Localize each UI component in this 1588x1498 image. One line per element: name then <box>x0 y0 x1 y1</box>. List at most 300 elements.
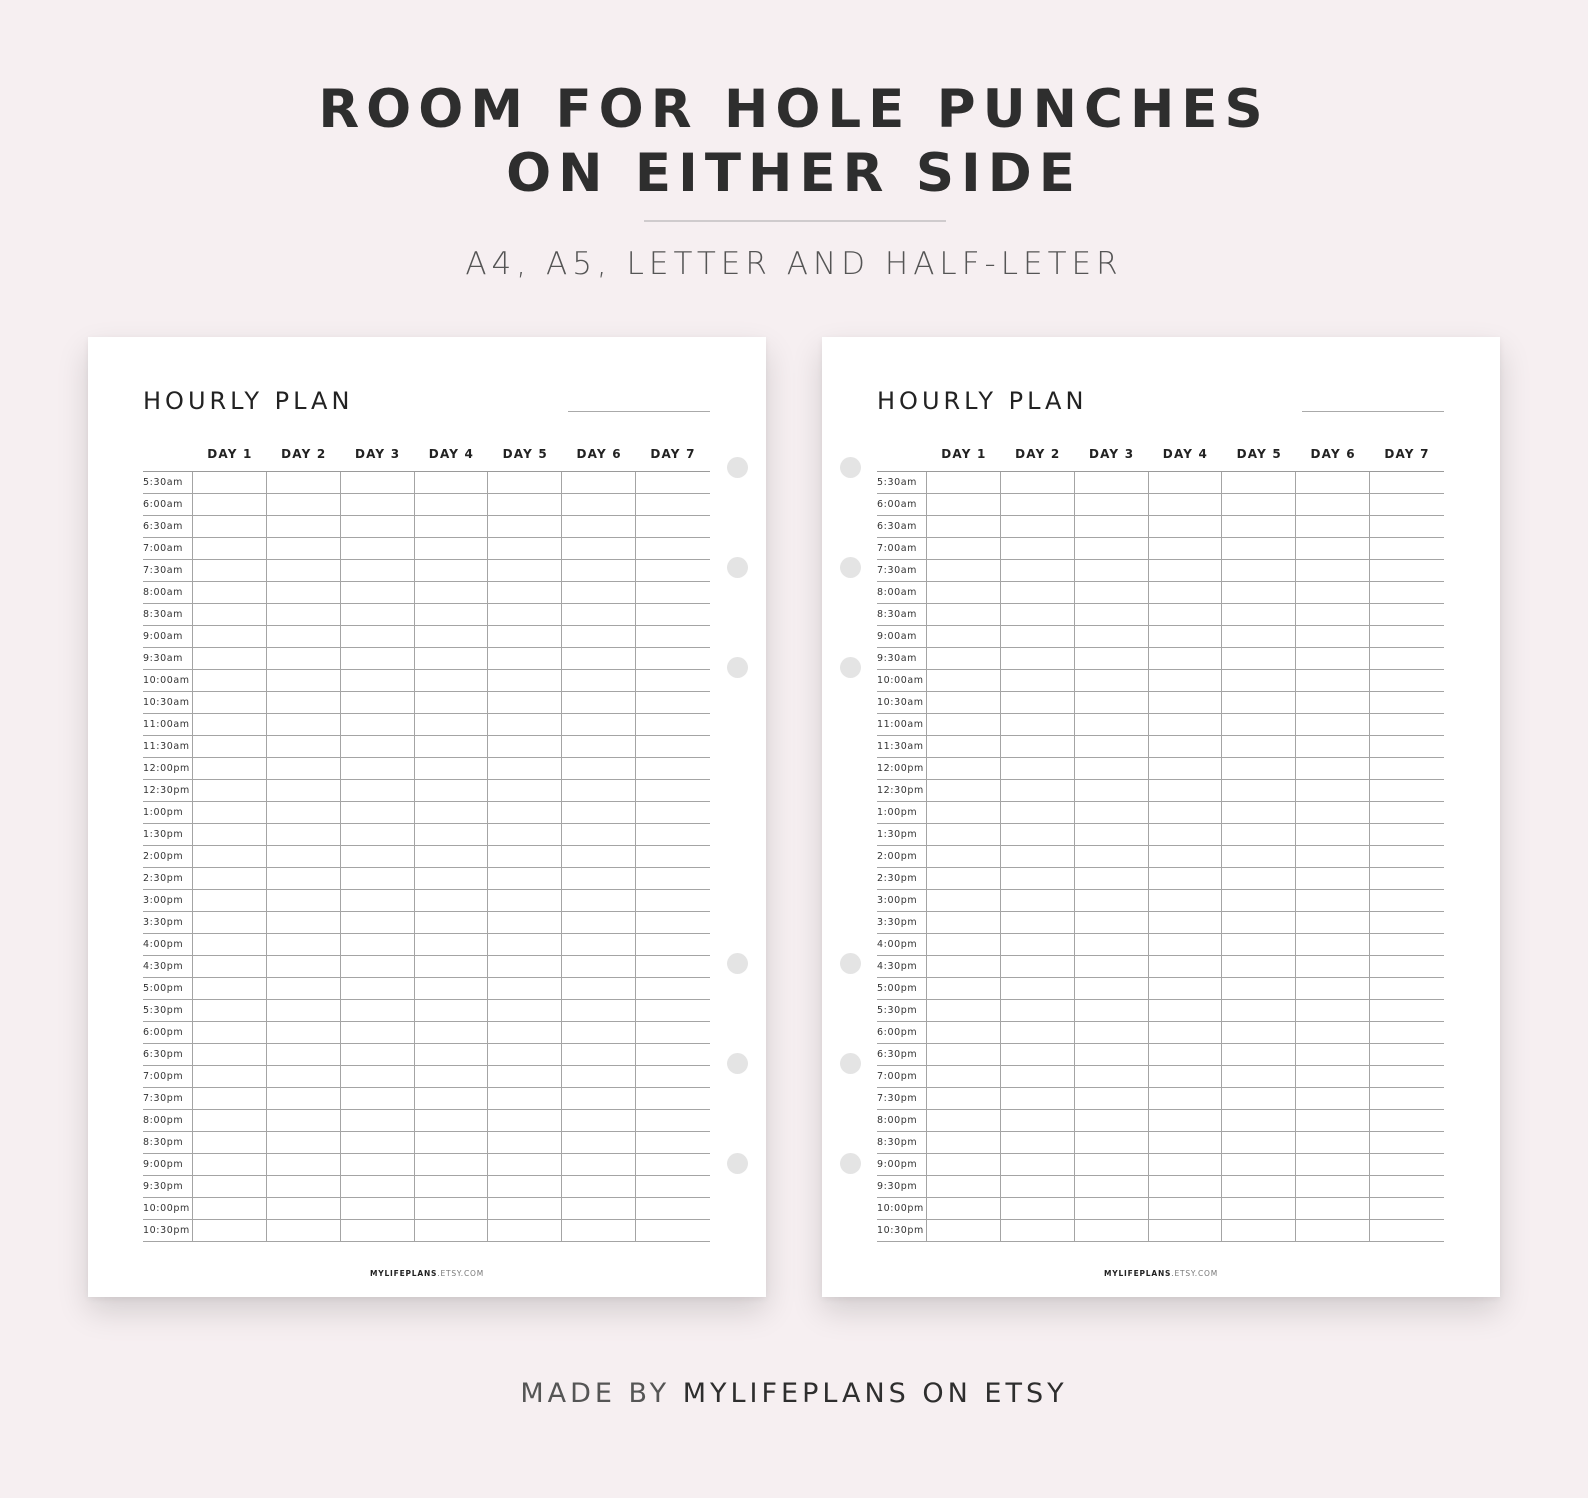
plan-cell[interactable] <box>1296 560 1370 581</box>
plan-cell[interactable] <box>1370 1066 1444 1087</box>
plan-cell[interactable] <box>193 1044 267 1065</box>
plan-cell[interactable] <box>1296 626 1370 647</box>
plan-cell[interactable] <box>1222 824 1296 845</box>
plan-cell[interactable] <box>1370 648 1444 669</box>
plan-cell[interactable] <box>341 1066 415 1087</box>
plan-cell[interactable] <box>341 1044 415 1065</box>
plan-cell[interactable] <box>488 516 562 537</box>
plan-cell[interactable] <box>1149 604 1223 625</box>
plan-cell[interactable] <box>636 714 710 735</box>
plan-cell[interactable] <box>488 934 562 955</box>
plan-cell[interactable] <box>1296 978 1370 999</box>
plan-cell[interactable] <box>415 648 489 669</box>
plan-cell[interactable] <box>1296 714 1370 735</box>
plan-cell[interactable] <box>927 978 1001 999</box>
plan-cell[interactable] <box>636 604 710 625</box>
plan-cell[interactable] <box>488 736 562 757</box>
plan-cell[interactable] <box>1075 1044 1149 1065</box>
plan-cell[interactable] <box>636 758 710 779</box>
plan-cell[interactable] <box>1370 1110 1444 1131</box>
plan-cell[interactable] <box>1370 1132 1444 1153</box>
plan-cell[interactable] <box>193 1220 267 1241</box>
plan-cell[interactable] <box>341 714 415 735</box>
plan-cell[interactable] <box>1075 1110 1149 1131</box>
plan-cell[interactable] <box>1149 494 1223 515</box>
plan-cell[interactable] <box>1001 1110 1075 1131</box>
plan-cell[interactable] <box>1222 714 1296 735</box>
plan-cell[interactable] <box>927 538 1001 559</box>
plan-cell[interactable] <box>1001 1000 1075 1021</box>
plan-cell[interactable] <box>1296 780 1370 801</box>
plan-cell[interactable] <box>1370 758 1444 779</box>
plan-cell[interactable] <box>1075 494 1149 515</box>
plan-cell[interactable] <box>1075 780 1149 801</box>
plan-cell[interactable] <box>1296 472 1370 493</box>
plan-cell[interactable] <box>267 560 341 581</box>
plan-cell[interactable] <box>562 824 636 845</box>
plan-cell[interactable] <box>1149 516 1223 537</box>
plan-cell[interactable] <box>1075 626 1149 647</box>
plan-cell[interactable] <box>415 890 489 911</box>
plan-cell[interactable] <box>927 780 1001 801</box>
plan-cell[interactable] <box>1370 538 1444 559</box>
plan-cell[interactable] <box>488 626 562 647</box>
plan-cell[interactable] <box>562 978 636 999</box>
plan-cell[interactable] <box>1149 758 1223 779</box>
plan-cell[interactable] <box>1370 692 1444 713</box>
plan-cell[interactable] <box>562 472 636 493</box>
plan-cell[interactable] <box>488 1088 562 1109</box>
plan-cell[interactable] <box>1296 582 1370 603</box>
plan-cell[interactable] <box>415 1132 489 1153</box>
plan-cell[interactable] <box>488 1022 562 1043</box>
plan-cell[interactable] <box>415 582 489 603</box>
plan-cell[interactable] <box>636 648 710 669</box>
plan-cell[interactable] <box>488 1000 562 1021</box>
plan-cell[interactable] <box>1370 516 1444 537</box>
plan-cell[interactable] <box>267 604 341 625</box>
plan-cell[interactable] <box>1296 604 1370 625</box>
plan-cell[interactable] <box>415 824 489 845</box>
plan-cell[interactable] <box>341 890 415 911</box>
plan-cell[interactable] <box>415 538 489 559</box>
plan-cell[interactable] <box>193 890 267 911</box>
plan-cell[interactable] <box>927 912 1001 933</box>
plan-cell[interactable] <box>415 912 489 933</box>
plan-cell[interactable] <box>1149 1154 1223 1175</box>
plan-cell[interactable] <box>267 714 341 735</box>
plan-cell[interactable] <box>1075 1176 1149 1197</box>
plan-cell[interactable] <box>1370 824 1444 845</box>
plan-cell[interactable] <box>415 626 489 647</box>
plan-cell[interactable] <box>1149 890 1223 911</box>
plan-cell[interactable] <box>341 1220 415 1241</box>
plan-cell[interactable] <box>636 1110 710 1131</box>
plan-cell[interactable] <box>927 868 1001 889</box>
plan-cell[interactable] <box>1370 1198 1444 1219</box>
plan-cell[interactable] <box>267 824 341 845</box>
plan-cell[interactable] <box>193 516 267 537</box>
plan-cell[interactable] <box>193 582 267 603</box>
plan-cell[interactable] <box>267 736 341 757</box>
plan-cell[interactable] <box>488 604 562 625</box>
plan-cell[interactable] <box>193 912 267 933</box>
plan-cell[interactable] <box>341 670 415 691</box>
plan-cell[interactable] <box>1075 692 1149 713</box>
plan-cell[interactable] <box>1001 978 1075 999</box>
plan-cell[interactable] <box>1222 1132 1296 1153</box>
plan-cell[interactable] <box>415 846 489 867</box>
plan-cell[interactable] <box>1001 956 1075 977</box>
plan-cell[interactable] <box>193 1176 267 1197</box>
plan-cell[interactable] <box>1149 560 1223 581</box>
plan-cell[interactable] <box>1001 1022 1075 1043</box>
plan-cell[interactable] <box>193 472 267 493</box>
plan-cell[interactable] <box>636 1022 710 1043</box>
plan-cell[interactable] <box>1075 978 1149 999</box>
plan-cell[interactable] <box>415 1110 489 1131</box>
plan-cell[interactable] <box>267 472 341 493</box>
plan-cell[interactable] <box>1001 560 1075 581</box>
plan-cell[interactable] <box>1075 802 1149 823</box>
plan-cell[interactable] <box>927 1044 1001 1065</box>
plan-cell[interactable] <box>193 692 267 713</box>
plan-cell[interactable] <box>1222 648 1296 669</box>
plan-cell[interactable] <box>636 582 710 603</box>
plan-cell[interactable] <box>1370 670 1444 691</box>
plan-cell[interactable] <box>927 670 1001 691</box>
plan-cell[interactable] <box>193 1110 267 1131</box>
plan-cell[interactable] <box>636 494 710 515</box>
plan-cell[interactable] <box>267 912 341 933</box>
plan-cell[interactable] <box>415 1154 489 1175</box>
plan-cell[interactable] <box>341 626 415 647</box>
plan-cell[interactable] <box>1222 560 1296 581</box>
plan-cell[interactable] <box>927 736 1001 757</box>
plan-cell[interactable] <box>927 1110 1001 1131</box>
plan-cell[interactable] <box>1075 604 1149 625</box>
plan-cell[interactable] <box>1001 780 1075 801</box>
plan-cell[interactable] <box>415 780 489 801</box>
plan-cell[interactable] <box>1001 1198 1075 1219</box>
plan-cell[interactable] <box>1222 890 1296 911</box>
plan-cell[interactable] <box>636 1198 710 1219</box>
plan-cell[interactable] <box>1075 516 1149 537</box>
plan-cell[interactable] <box>1222 978 1296 999</box>
plan-cell[interactable] <box>562 1154 636 1175</box>
plan-cell[interactable] <box>1222 758 1296 779</box>
plan-cell[interactable] <box>1370 912 1444 933</box>
plan-cell[interactable] <box>1370 846 1444 867</box>
plan-cell[interactable] <box>267 868 341 889</box>
plan-cell[interactable] <box>193 604 267 625</box>
plan-cell[interactable] <box>927 1022 1001 1043</box>
plan-cell[interactable] <box>1001 582 1075 603</box>
plan-cell[interactable] <box>636 868 710 889</box>
plan-cell[interactable] <box>562 802 636 823</box>
plan-cell[interactable] <box>341 472 415 493</box>
plan-cell[interactable] <box>1001 1132 1075 1153</box>
plan-cell[interactable] <box>1370 1220 1444 1241</box>
plan-cell[interactable] <box>193 494 267 515</box>
plan-cell[interactable] <box>341 1000 415 1021</box>
plan-cell[interactable] <box>1370 802 1444 823</box>
plan-cell[interactable] <box>1222 538 1296 559</box>
plan-cell[interactable] <box>193 648 267 669</box>
plan-cell[interactable] <box>562 934 636 955</box>
plan-cell[interactable] <box>1296 802 1370 823</box>
plan-cell[interactable] <box>1370 934 1444 955</box>
plan-cell[interactable] <box>1370 978 1444 999</box>
plan-cell[interactable] <box>488 1176 562 1197</box>
plan-cell[interactable] <box>927 934 1001 955</box>
plan-cell[interactable] <box>1370 780 1444 801</box>
plan-cell[interactable] <box>562 868 636 889</box>
plan-cell[interactable] <box>1296 868 1370 889</box>
plan-cell[interactable] <box>1075 956 1149 977</box>
plan-cell[interactable] <box>1222 956 1296 977</box>
plan-cell[interactable] <box>1149 802 1223 823</box>
plan-cell[interactable] <box>636 1132 710 1153</box>
plan-cell[interactable] <box>267 978 341 999</box>
plan-cell[interactable] <box>927 648 1001 669</box>
plan-cell[interactable] <box>415 1198 489 1219</box>
plan-cell[interactable] <box>927 1198 1001 1219</box>
plan-cell[interactable] <box>1001 868 1075 889</box>
plan-cell[interactable] <box>488 868 562 889</box>
plan-cell[interactable] <box>267 626 341 647</box>
plan-cell[interactable] <box>1370 1000 1444 1021</box>
plan-cell[interactable] <box>1222 802 1296 823</box>
plan-cell[interactable] <box>488 560 562 581</box>
plan-cell[interactable] <box>341 956 415 977</box>
plan-cell[interactable] <box>1149 1044 1223 1065</box>
plan-cell[interactable] <box>1370 560 1444 581</box>
plan-cell[interactable] <box>1296 934 1370 955</box>
plan-cell[interactable] <box>193 978 267 999</box>
plan-cell[interactable] <box>488 1132 562 1153</box>
plan-cell[interactable] <box>193 802 267 823</box>
plan-cell[interactable] <box>1296 1198 1370 1219</box>
plan-cell[interactable] <box>1001 912 1075 933</box>
plan-cell[interactable] <box>488 648 562 669</box>
plan-cell[interactable] <box>927 1088 1001 1109</box>
plan-cell[interactable] <box>193 538 267 559</box>
plan-cell[interactable] <box>1001 1088 1075 1109</box>
plan-cell[interactable] <box>341 824 415 845</box>
plan-cell[interactable] <box>1149 824 1223 845</box>
plan-cell[interactable] <box>1370 714 1444 735</box>
plan-cell[interactable] <box>636 670 710 691</box>
plan-cell[interactable] <box>562 1176 636 1197</box>
plan-cell[interactable] <box>1222 1110 1296 1131</box>
plan-cell[interactable] <box>1001 1154 1075 1175</box>
plan-cell[interactable] <box>636 934 710 955</box>
plan-cell[interactable] <box>562 912 636 933</box>
plan-cell[interactable] <box>927 1176 1001 1197</box>
plan-cell[interactable] <box>1296 516 1370 537</box>
plan-cell[interactable] <box>1149 648 1223 669</box>
plan-cell[interactable] <box>1001 626 1075 647</box>
plan-cell[interactable] <box>488 846 562 867</box>
plan-cell[interactable] <box>927 802 1001 823</box>
plan-cell[interactable] <box>562 890 636 911</box>
plan-cell[interactable] <box>415 714 489 735</box>
plan-cell[interactable] <box>636 780 710 801</box>
plan-cell[interactable] <box>1001 472 1075 493</box>
plan-cell[interactable] <box>193 758 267 779</box>
plan-cell[interactable] <box>562 648 636 669</box>
plan-cell[interactable] <box>1149 538 1223 559</box>
plan-cell[interactable] <box>341 494 415 515</box>
plan-cell[interactable] <box>267 670 341 691</box>
plan-cell[interactable] <box>1149 714 1223 735</box>
plan-cell[interactable] <box>562 516 636 537</box>
plan-cell[interactable] <box>1149 1066 1223 1087</box>
plan-cell[interactable] <box>927 758 1001 779</box>
plan-cell[interactable] <box>341 802 415 823</box>
plan-cell[interactable] <box>1296 758 1370 779</box>
plan-cell[interactable] <box>636 1066 710 1087</box>
plan-cell[interactable] <box>341 516 415 537</box>
plan-cell[interactable] <box>636 1000 710 1021</box>
plan-cell[interactable] <box>1222 1220 1296 1241</box>
plan-cell[interactable] <box>562 1066 636 1087</box>
plan-cell[interactable] <box>193 626 267 647</box>
plan-cell[interactable] <box>562 1110 636 1131</box>
plan-cell[interactable] <box>1370 1022 1444 1043</box>
plan-cell[interactable] <box>193 736 267 757</box>
plan-cell[interactable] <box>1075 1022 1149 1043</box>
plan-cell[interactable] <box>488 1110 562 1131</box>
plan-cell[interactable] <box>193 934 267 955</box>
plan-cell[interactable] <box>1296 1110 1370 1131</box>
plan-cell[interactable] <box>193 868 267 889</box>
plan-cell[interactable] <box>562 560 636 581</box>
plan-cell[interactable] <box>1149 1000 1223 1021</box>
plan-cell[interactable] <box>341 692 415 713</box>
plan-cell[interactable] <box>636 626 710 647</box>
plan-cell[interactable] <box>1001 538 1075 559</box>
plan-cell[interactable] <box>267 1154 341 1175</box>
plan-cell[interactable] <box>562 1022 636 1043</box>
plan-cell[interactable] <box>341 1198 415 1219</box>
plan-cell[interactable] <box>1149 1022 1223 1043</box>
plan-cell[interactable] <box>1001 516 1075 537</box>
plan-cell[interactable] <box>1075 934 1149 955</box>
plan-cell[interactable] <box>267 582 341 603</box>
plan-cell[interactable] <box>1001 692 1075 713</box>
plan-cell[interactable] <box>1222 846 1296 867</box>
plan-cell[interactable] <box>267 802 341 823</box>
plan-cell[interactable] <box>1001 736 1075 757</box>
plan-cell[interactable] <box>415 1088 489 1109</box>
plan-cell[interactable] <box>1075 868 1149 889</box>
plan-cell[interactable] <box>1001 670 1075 691</box>
plan-cell[interactable] <box>562 714 636 735</box>
plan-cell[interactable] <box>562 1132 636 1153</box>
plan-cell[interactable] <box>1370 472 1444 493</box>
plan-cell[interactable] <box>341 868 415 889</box>
plan-cell[interactable] <box>636 516 710 537</box>
plan-cell[interactable] <box>415 1044 489 1065</box>
plan-cell[interactable] <box>1149 846 1223 867</box>
plan-cell[interactable] <box>488 890 562 911</box>
plan-cell[interactable] <box>267 956 341 977</box>
plan-cell[interactable] <box>1149 868 1223 889</box>
plan-cell[interactable] <box>927 472 1001 493</box>
plan-cell[interactable] <box>341 648 415 669</box>
plan-cell[interactable] <box>927 956 1001 977</box>
plan-cell[interactable] <box>1222 1154 1296 1175</box>
plan-cell[interactable] <box>1370 604 1444 625</box>
plan-cell[interactable] <box>1001 802 1075 823</box>
plan-cell[interactable] <box>488 472 562 493</box>
plan-cell[interactable] <box>927 1000 1001 1021</box>
plan-cell[interactable] <box>341 1154 415 1175</box>
plan-cell[interactable] <box>562 758 636 779</box>
plan-cell[interactable] <box>415 1022 489 1043</box>
plan-cell[interactable] <box>415 736 489 757</box>
plan-cell[interactable] <box>488 912 562 933</box>
plan-cell[interactable] <box>341 538 415 559</box>
plan-cell[interactable] <box>927 1220 1001 1241</box>
plan-cell[interactable] <box>1001 934 1075 955</box>
plan-cell[interactable] <box>1149 912 1223 933</box>
plan-cell[interactable] <box>927 890 1001 911</box>
plan-cell[interactable] <box>636 846 710 867</box>
plan-cell[interactable] <box>415 494 489 515</box>
plan-cell[interactable] <box>1075 1198 1149 1219</box>
plan-cell[interactable] <box>193 1000 267 1021</box>
plan-cell[interactable] <box>415 978 489 999</box>
plan-cell[interactable] <box>1001 758 1075 779</box>
plan-cell[interactable] <box>267 516 341 537</box>
plan-cell[interactable] <box>1370 1088 1444 1109</box>
plan-cell[interactable] <box>636 912 710 933</box>
plan-cell[interactable] <box>193 560 267 581</box>
plan-cell[interactable] <box>267 1110 341 1131</box>
plan-cell[interactable] <box>341 604 415 625</box>
plan-cell[interactable] <box>1222 1088 1296 1109</box>
plan-cell[interactable] <box>1296 912 1370 933</box>
plan-cell[interactable] <box>267 1132 341 1153</box>
plan-cell[interactable] <box>341 1022 415 1043</box>
plan-cell[interactable] <box>341 978 415 999</box>
plan-cell[interactable] <box>1222 516 1296 537</box>
plan-cell[interactable] <box>267 494 341 515</box>
plan-cell[interactable] <box>415 1000 489 1021</box>
plan-cell[interactable] <box>1075 1000 1149 1021</box>
plan-cell[interactable] <box>1222 780 1296 801</box>
plan-cell[interactable] <box>415 560 489 581</box>
plan-cell[interactable] <box>927 1066 1001 1087</box>
plan-cell[interactable] <box>193 1154 267 1175</box>
plan-cell[interactable] <box>1222 582 1296 603</box>
plan-cell[interactable] <box>562 604 636 625</box>
plan-cell[interactable] <box>1075 648 1149 669</box>
plan-cell[interactable] <box>415 956 489 977</box>
plan-cell[interactable] <box>1296 736 1370 757</box>
plan-cell[interactable] <box>562 1044 636 1065</box>
plan-cell[interactable] <box>1149 1110 1223 1131</box>
plan-cell[interactable] <box>1001 1066 1075 1087</box>
plan-cell[interactable] <box>1149 692 1223 713</box>
plan-cell[interactable] <box>636 824 710 845</box>
plan-cell[interactable] <box>927 604 1001 625</box>
plan-cell[interactable] <box>1075 890 1149 911</box>
plan-cell[interactable] <box>1370 582 1444 603</box>
